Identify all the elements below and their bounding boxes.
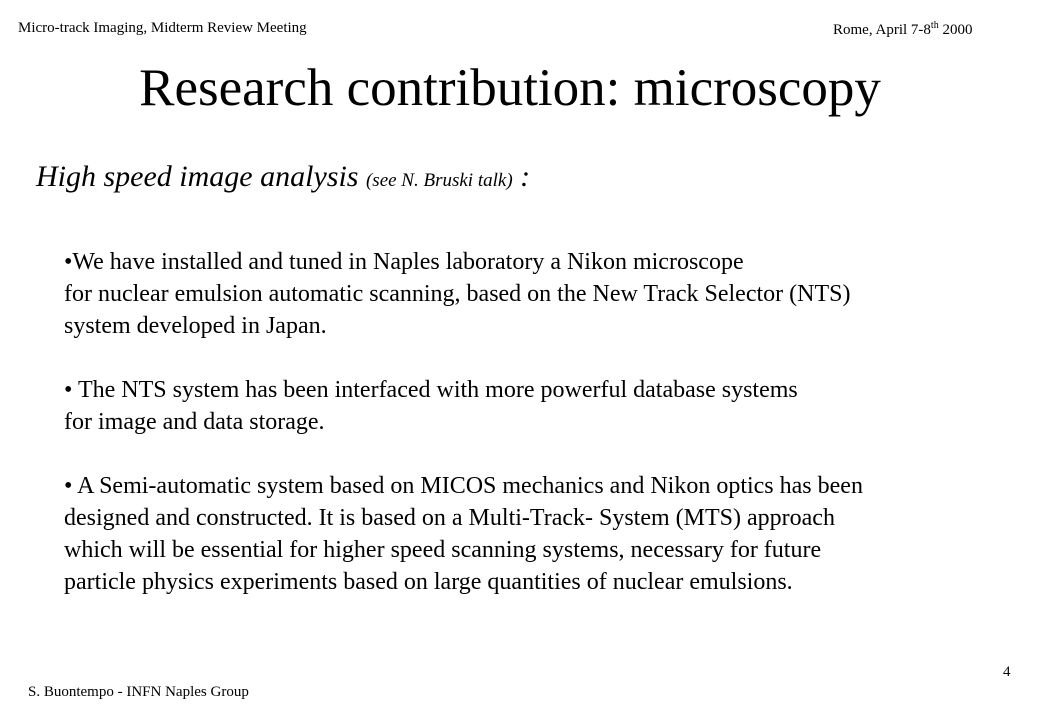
header-meeting-title: Micro-track Imaging, Midterm Review Meeting <box>18 20 307 36</box>
bullet-1-line-3: system developed in Japan. <box>64 313 327 339</box>
footer-author: S. Buontempo - INFN Naples Group <box>28 684 249 700</box>
bullet-1-line-2: for nuclear emulsion automatic scanning, based on the New Track Selector (NTS) <box>64 281 851 307</box>
header-date-superscript: th <box>930 20 939 31</box>
bullet-2 <box>64 374 798 438</box>
subtitle-colon: : <box>512 160 531 193</box>
bullet-3-line-2: designed and constructed. It is based on a Multi-Track- System (MTS) approach <box>64 505 835 531</box>
header-date-prefix: Rome, April 7-8 <box>833 22 931 38</box>
bullet-3 <box>64 470 863 598</box>
bullet-1-line-1: •We have installed and tuned in Naples laboratory a Nikon microscope <box>64 249 744 275</box>
page-number: 4 <box>1003 664 1011 680</box>
bullet-1 <box>64 246 850 342</box>
slide-subtitle <box>36 160 530 194</box>
bullet-3-line-4: particle physics experiments based on large quantities of nuclear emulsions. <box>64 569 793 595</box>
header-date <box>833 20 972 39</box>
bullet-3-line-3: which will be essential for higher speed scanning systems, necessary for future <box>64 537 822 563</box>
slide-title: Research contribution: microscopy <box>139 59 881 117</box>
subtitle-note: (see N. Bruski talk) <box>365 170 513 191</box>
bullet-2-line-1: • The NTS system has been interfaced with more powerful database systems <box>64 377 798 403</box>
bullet-3-line-1: • A Semi-automatic system based on MICOS mechanics and Nikon optics has been <box>64 473 863 499</box>
subtitle-main: High speed image analysis <box>36 160 366 193</box>
bullet-2-line-2: for image and data storage. <box>64 409 325 435</box>
header-date-suffix: 2000 <box>938 22 973 38</box>
